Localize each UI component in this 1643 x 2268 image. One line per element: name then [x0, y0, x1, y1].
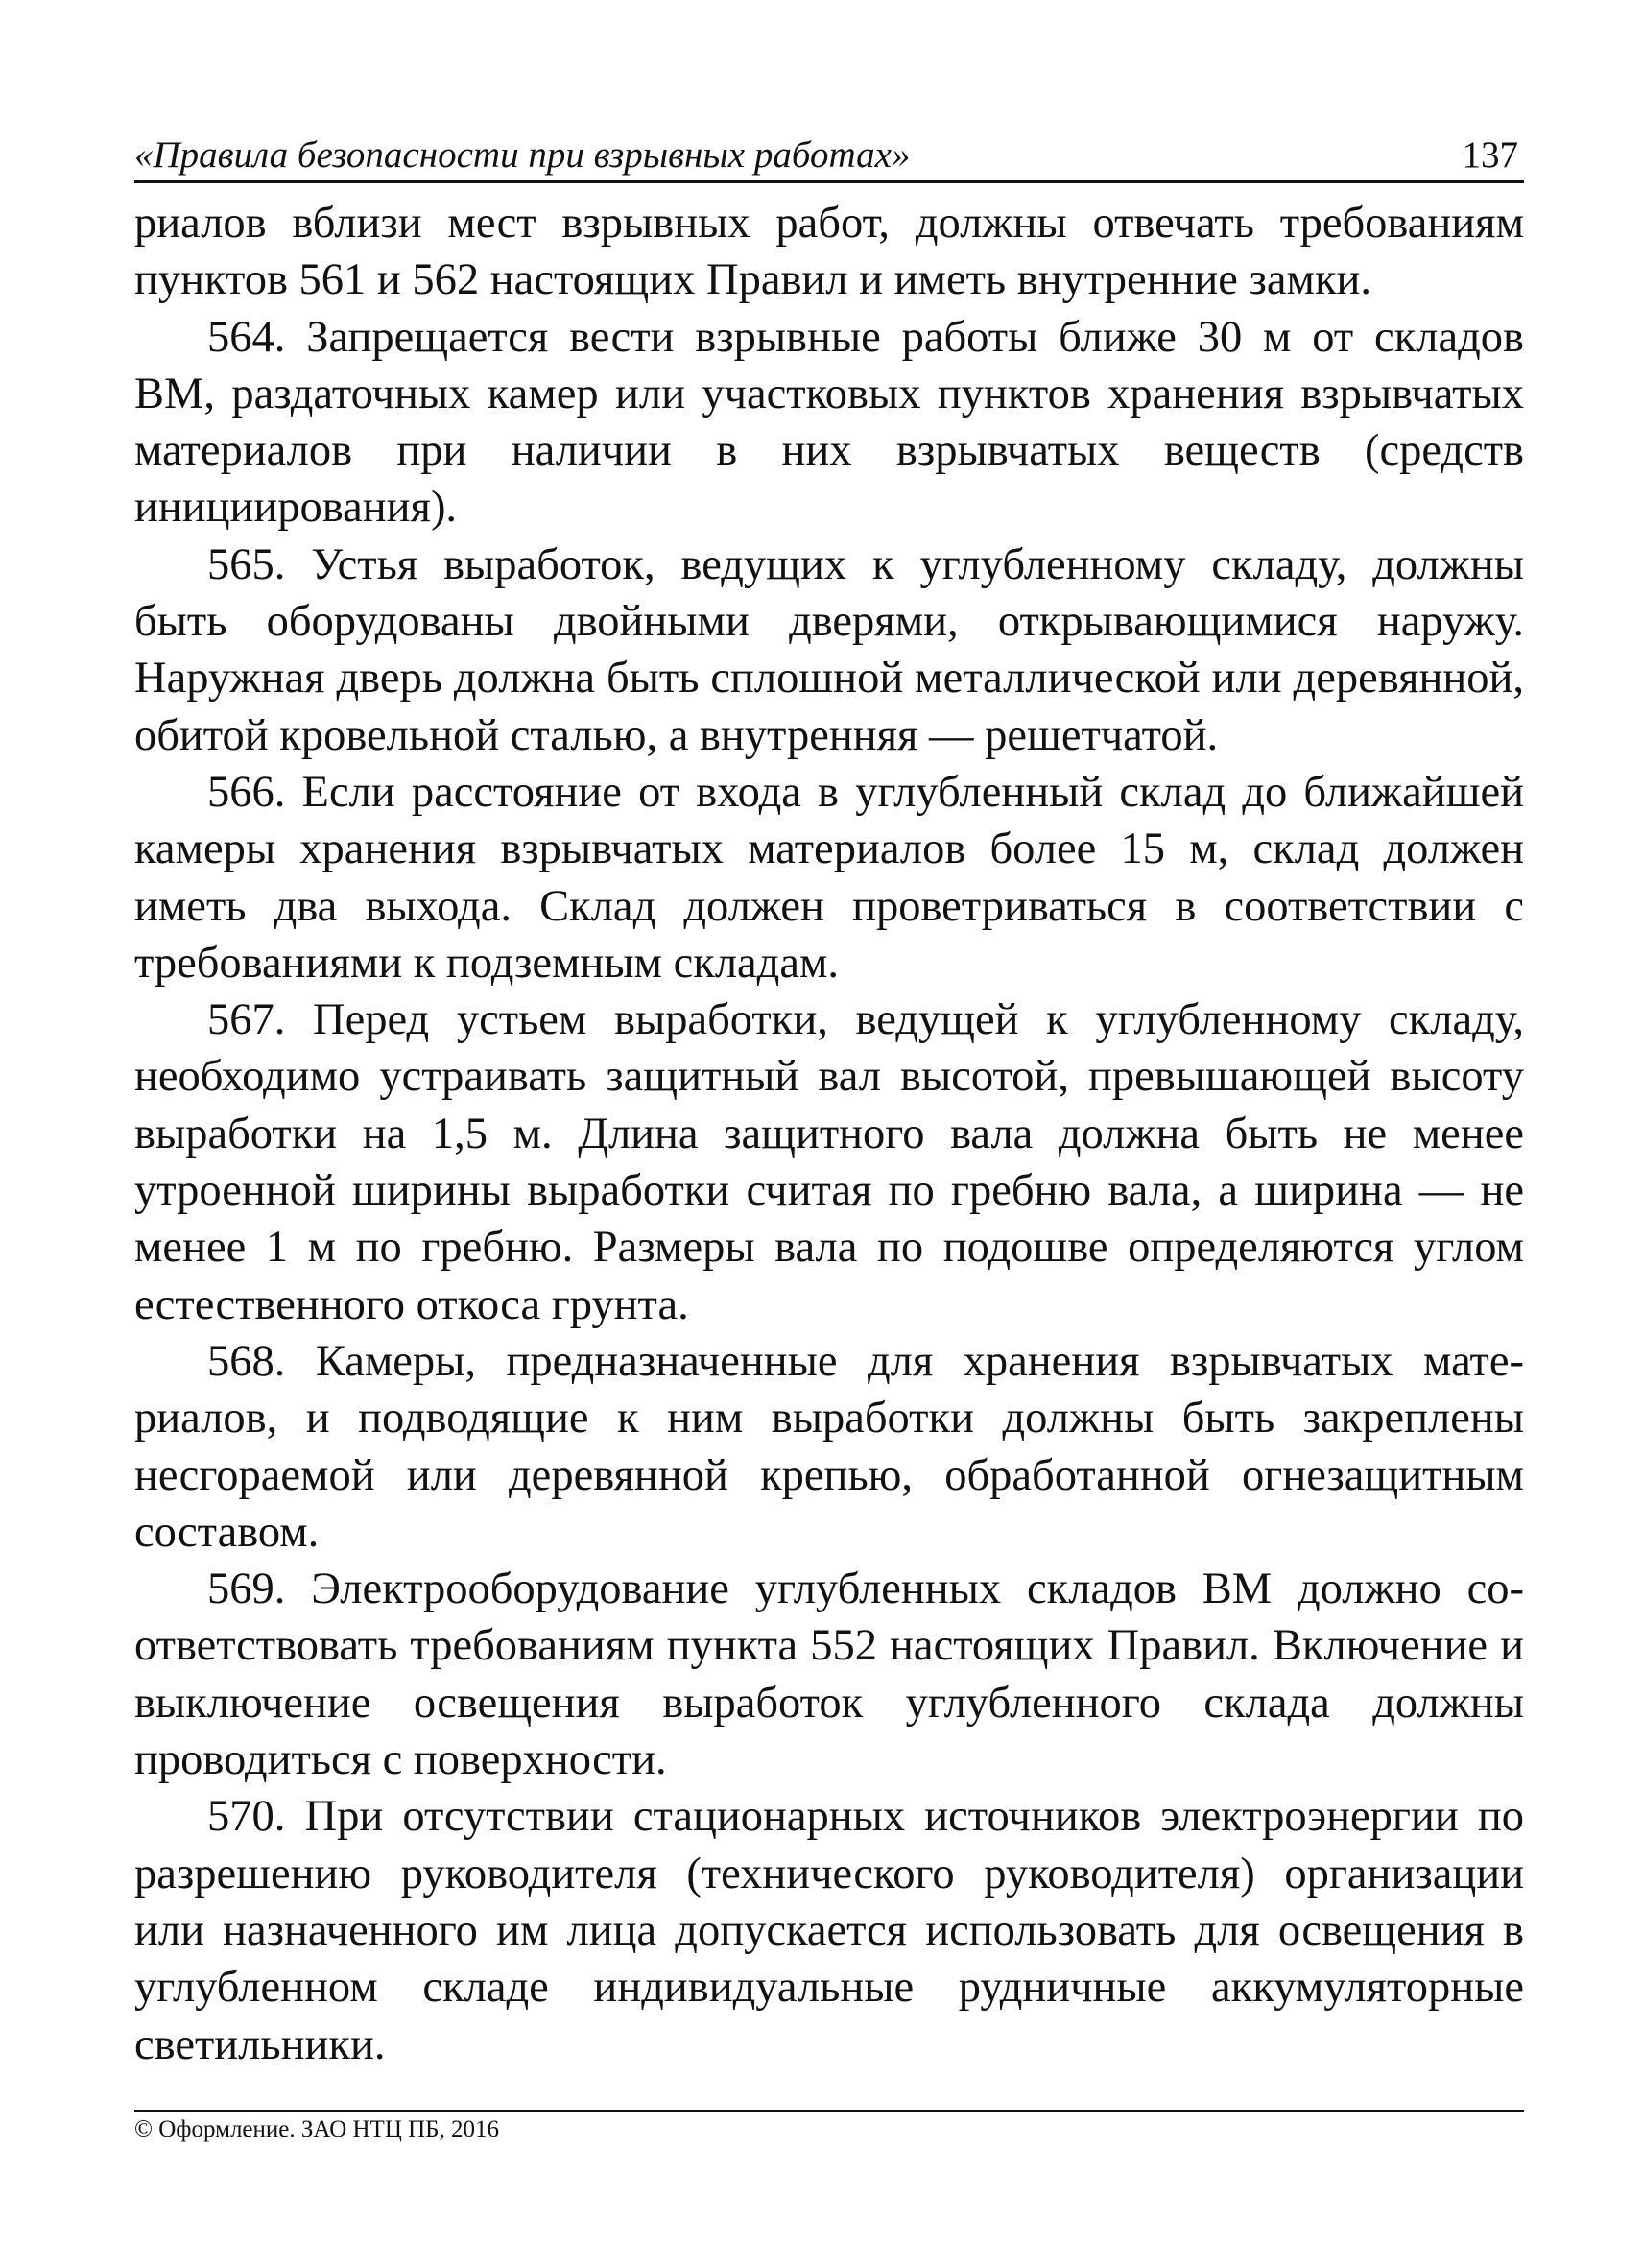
paragraph-570: 570. При отсутствии стационарных источников электроэнергии по разрешению руководителя (технического руководителя) организации или назначенного им лица допускается использовать для освещения в углубленном складе индивидуальные рудничные аккумуляторные светильники. — [134, 1792, 1524, 2069]
body-text — [134, 195, 1524, 2073]
header-title: «Правила безопасности при взрывных работах» — [134, 134, 911, 176]
paragraph-566: 566. Если расстояние от входа в углубленный склад до ближайшей камеры хранения взрывчатых материалов более 15 м, склад должен иметь два выхода. Склад должен проветриваться в соответствии с требованиями к подземным складам. — [134, 767, 1524, 988]
footer-divider — [134, 2110, 1524, 2112]
paragraph-569: 569. Электрооборудование углубленных складов ВМ должно соответствовать требованиям пункта 552 настоящих Правил. Включение и выключение освещения выработок углубленного склада должны проводиться с поверхности. — [134, 1564, 1524, 1785]
paragraph-565: 565. Устья выработок, ведущих к углубленному складу, должны быть оборудованы двойными дверями, открывающимися наружу. Наружная дверь должна быть сплошной металлической или деревянной, обитой кровельной сталью, а внутренняя — решетчатой. — [134, 539, 1524, 760]
paragraph-564: 564. Запрещается вести взрывные работы ближе 30 м от складов ВМ, раздаточных камер или участковых пунктов хранения взрывчатых материалов при наличии в них взрывчатых веществ (средств инициирования). — [134, 312, 1524, 533]
paragraph-567: 567. Перед устьем выработки, ведущей к углубленному складу, необходимо устраивать защитный вал высотой, превышающей высоту выработки на 1,5 м. Длина защитного вала должна быть не менее утроенной ширины выработки считая по гребню вала, а ширина — не менее 1 м по гребню. Размеры вала по подошве определяются углом естественного откоса грунта. — [134, 995, 1524, 1329]
running-header — [134, 123, 1524, 183]
paragraph-continuation: риалов вблизи мест взрывных работ, должны отвечать требованиям пунктов 561 и 562 настоящих Правил и иметь внутренние замки. — [134, 199, 1524, 305]
page-number: 137 — [1462, 134, 1518, 176]
paragraph-568: 568. Камеры, предназначенные для хранения взрывчатых материалов, и подводящие к ним выработки должны быть закреплены несгораемой или деревянной крепью, обработанной огнезащитным составом. — [134, 1336, 1524, 1557]
footer-copyright: © Оформление. ЗАО НТЦ ПБ, 2016 — [134, 2116, 500, 2142]
